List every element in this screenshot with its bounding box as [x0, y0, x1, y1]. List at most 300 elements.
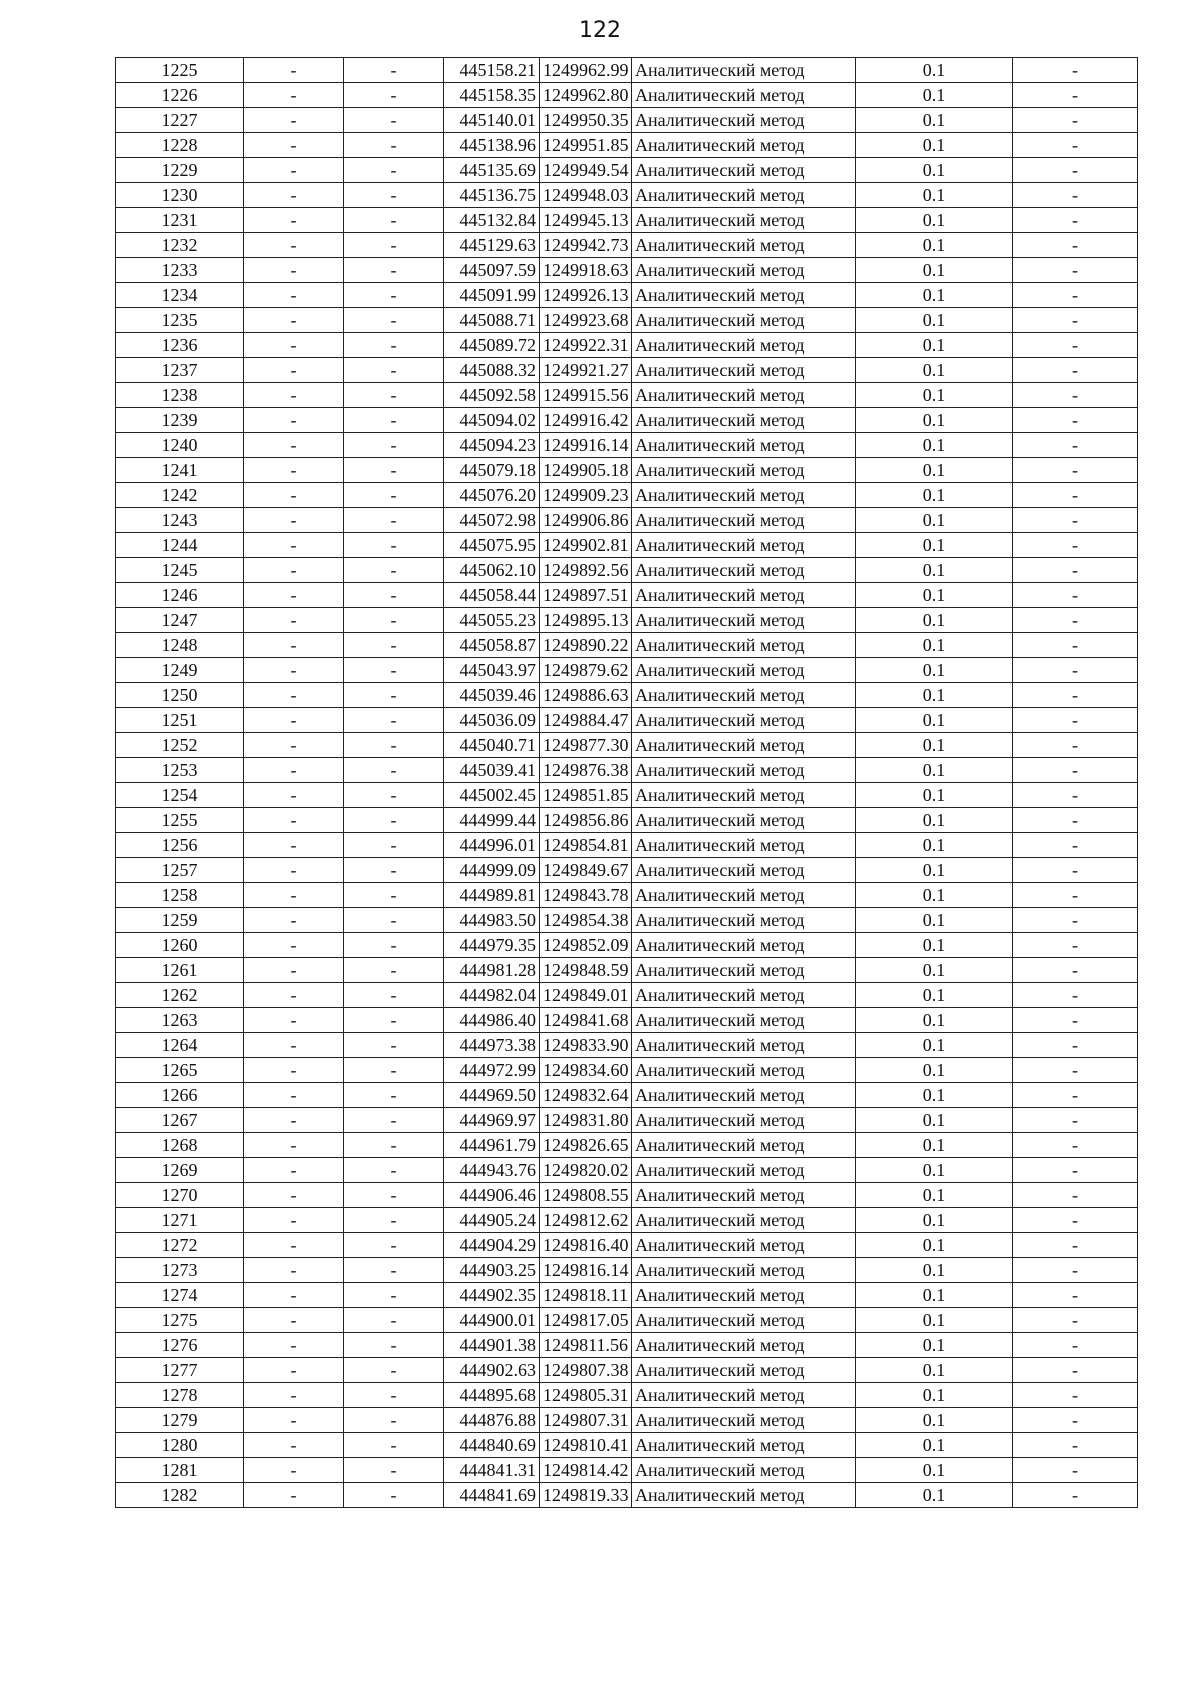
y-coordinate-cell: 1249832.64: [540, 1083, 632, 1108]
y-coordinate-cell: 1249962.80: [540, 83, 632, 108]
y-coordinate-cell: 1249921.27: [540, 358, 632, 383]
method-cell: Аналитический метод: [632, 1483, 856, 1508]
method-cell: Аналитический метод: [632, 1383, 856, 1408]
empty-value-cell: -: [344, 958, 444, 983]
y-coordinate-cell: 1249890.22: [540, 633, 632, 658]
y-coordinate-cell: 1249951.85: [540, 133, 632, 158]
empty-value-cell: -: [1013, 508, 1138, 533]
empty-value-cell: -: [1013, 883, 1138, 908]
table-row: [116, 958, 1138, 983]
method-cell: Аналитический метод: [632, 183, 856, 208]
empty-value-cell: -: [1013, 1358, 1138, 1383]
method-cell: Аналитический метод: [632, 408, 856, 433]
point-number-cell: 1255: [116, 808, 244, 833]
empty-value-cell: -: [1013, 258, 1138, 283]
method-cell: Аналитический метод: [632, 933, 856, 958]
point-number-cell: 1271: [116, 1208, 244, 1233]
empty-value-cell: -: [1013, 1033, 1138, 1058]
x-coordinate-cell: 444906.46: [444, 1183, 540, 1208]
table-row: [116, 108, 1138, 133]
point-number-cell: 1242: [116, 483, 244, 508]
point-number-cell: 1234: [116, 283, 244, 308]
y-coordinate-cell: 1249926.13: [540, 283, 632, 308]
empty-value-cell: -: [1013, 533, 1138, 558]
method-cell: Аналитический метод: [632, 1233, 856, 1258]
empty-value-cell: -: [1013, 983, 1138, 1008]
table-row: [116, 1483, 1138, 1508]
empty-value-cell: -: [244, 383, 344, 408]
method-cell: Аналитический метод: [632, 633, 856, 658]
empty-value-cell: -: [1013, 383, 1138, 408]
empty-value-cell: -: [344, 758, 444, 783]
empty-value-cell: -: [1013, 333, 1138, 358]
table-row: [116, 1383, 1138, 1408]
table-row: [116, 1033, 1138, 1058]
empty-value-cell: -: [344, 1133, 444, 1158]
empty-value-cell: -: [1013, 208, 1138, 233]
empty-value-cell: -: [244, 1158, 344, 1183]
point-number-cell: 1267: [116, 1108, 244, 1133]
empty-value-cell: -: [344, 58, 444, 83]
x-coordinate-cell: 444986.40: [444, 1008, 540, 1033]
empty-value-cell: -: [1013, 608, 1138, 633]
method-cell: Аналитический метод: [632, 1058, 856, 1083]
accuracy-cell: 0.1: [856, 558, 1013, 583]
empty-value-cell: -: [244, 1433, 344, 1458]
accuracy-cell: 0.1: [856, 958, 1013, 983]
x-coordinate-cell: 444969.97: [444, 1108, 540, 1133]
empty-value-cell: -: [244, 1458, 344, 1483]
table-row: [116, 1408, 1138, 1433]
table-row: [116, 133, 1138, 158]
empty-value-cell: -: [344, 883, 444, 908]
accuracy-cell: 0.1: [856, 833, 1013, 858]
y-coordinate-cell: 1249962.99: [540, 58, 632, 83]
empty-value-cell: -: [1013, 158, 1138, 183]
empty-value-cell: -: [1013, 1058, 1138, 1083]
accuracy-cell: 0.1: [856, 1008, 1013, 1033]
empty-value-cell: -: [344, 1233, 444, 1258]
x-coordinate-cell: 445079.18: [444, 458, 540, 483]
y-coordinate-cell: 1249849.67: [540, 858, 632, 883]
method-cell: Аналитический метод: [632, 58, 856, 83]
table-row: [116, 858, 1138, 883]
y-coordinate-cell: 1249807.31: [540, 1408, 632, 1433]
empty-value-cell: -: [244, 1108, 344, 1133]
table-row: [116, 683, 1138, 708]
accuracy-cell: 0.1: [856, 108, 1013, 133]
method-cell: Аналитический метод: [632, 358, 856, 383]
point-number-cell: 1254: [116, 783, 244, 808]
y-coordinate-cell: 1249856.86: [540, 808, 632, 833]
point-number-cell: 1244: [116, 533, 244, 558]
x-coordinate-cell: 445002.45: [444, 783, 540, 808]
x-coordinate-cell: 445039.46: [444, 683, 540, 708]
table-row: [116, 883, 1138, 908]
x-coordinate-cell: 445140.01: [444, 108, 540, 133]
empty-value-cell: -: [244, 1258, 344, 1283]
x-coordinate-cell: 444983.50: [444, 908, 540, 933]
empty-value-cell: -: [244, 808, 344, 833]
accuracy-cell: 0.1: [856, 383, 1013, 408]
point-number-cell: 1247: [116, 608, 244, 633]
method-cell: Аналитический метод: [632, 758, 856, 783]
table-body: [116, 58, 1138, 1508]
x-coordinate-cell: 444996.01: [444, 833, 540, 858]
empty-value-cell: -: [244, 308, 344, 333]
point-number-cell: 1282: [116, 1483, 244, 1508]
empty-value-cell: -: [1013, 1133, 1138, 1158]
point-number-cell: 1232: [116, 233, 244, 258]
empty-value-cell: -: [244, 508, 344, 533]
point-number-cell: 1250: [116, 683, 244, 708]
empty-value-cell: -: [344, 1058, 444, 1083]
accuracy-cell: 0.1: [856, 158, 1013, 183]
point-number-cell: 1279: [116, 1408, 244, 1433]
empty-value-cell: -: [244, 608, 344, 633]
point-number-cell: 1227: [116, 108, 244, 133]
empty-value-cell: -: [344, 258, 444, 283]
empty-value-cell: -: [1013, 858, 1138, 883]
table-row: [116, 433, 1138, 458]
x-coordinate-cell: 445136.75: [444, 183, 540, 208]
point-number-cell: 1266: [116, 1083, 244, 1108]
table-row: [116, 1233, 1138, 1258]
accuracy-cell: 0.1: [856, 1483, 1013, 1508]
y-coordinate-cell: 1249945.13: [540, 208, 632, 233]
table-row: [116, 1458, 1138, 1483]
table-row: [116, 208, 1138, 233]
x-coordinate-cell: 445129.63: [444, 233, 540, 258]
empty-value-cell: -: [244, 208, 344, 233]
point-number-cell: 1243: [116, 508, 244, 533]
y-coordinate-cell: 1249820.02: [540, 1158, 632, 1183]
y-coordinate-cell: 1249902.81: [540, 533, 632, 558]
empty-value-cell: -: [344, 1083, 444, 1108]
accuracy-cell: 0.1: [856, 983, 1013, 1008]
empty-value-cell: -: [1013, 408, 1138, 433]
point-number-cell: 1226: [116, 83, 244, 108]
y-coordinate-cell: 1249811.56: [540, 1333, 632, 1358]
table-row: [116, 483, 1138, 508]
empty-value-cell: -: [244, 933, 344, 958]
empty-value-cell: -: [244, 408, 344, 433]
method-cell: Аналитический метод: [632, 558, 856, 583]
empty-value-cell: -: [244, 658, 344, 683]
empty-value-cell: -: [244, 533, 344, 558]
y-coordinate-cell: 1249877.30: [540, 733, 632, 758]
accuracy-cell: 0.1: [856, 1458, 1013, 1483]
x-coordinate-cell: 444903.25: [444, 1258, 540, 1283]
empty-value-cell: -: [344, 1433, 444, 1458]
empty-value-cell: -: [344, 558, 444, 583]
empty-value-cell: -: [344, 1383, 444, 1408]
y-coordinate-cell: 1249897.51: [540, 583, 632, 608]
table-row: [116, 158, 1138, 183]
accuracy-cell: 0.1: [856, 183, 1013, 208]
point-number-cell: 1257: [116, 858, 244, 883]
empty-value-cell: -: [1013, 833, 1138, 858]
table-row: [116, 1358, 1138, 1383]
x-coordinate-cell: 445075.95: [444, 533, 540, 558]
accuracy-cell: 0.1: [856, 208, 1013, 233]
empty-value-cell: -: [1013, 283, 1138, 308]
empty-value-cell: -: [1013, 758, 1138, 783]
method-cell: Аналитический метод: [632, 433, 856, 458]
x-coordinate-cell: 445138.96: [444, 133, 540, 158]
x-coordinate-cell: 445092.58: [444, 383, 540, 408]
empty-value-cell: -: [244, 333, 344, 358]
point-number-cell: 1241: [116, 458, 244, 483]
empty-value-cell: -: [244, 1058, 344, 1083]
x-coordinate-cell: 445039.41: [444, 758, 540, 783]
x-coordinate-cell: 444876.88: [444, 1408, 540, 1433]
method-cell: Аналитический метод: [632, 833, 856, 858]
accuracy-cell: 0.1: [856, 858, 1013, 883]
empty-value-cell: -: [1013, 1233, 1138, 1258]
accuracy-cell: 0.1: [856, 358, 1013, 383]
empty-value-cell: -: [344, 1283, 444, 1308]
x-coordinate-cell: 444999.44: [444, 808, 540, 833]
x-coordinate-cell: 444840.69: [444, 1433, 540, 1458]
empty-value-cell: -: [244, 758, 344, 783]
x-coordinate-cell: 445036.09: [444, 708, 540, 733]
accuracy-cell: 0.1: [856, 408, 1013, 433]
point-number-cell: 1277: [116, 1358, 244, 1383]
accuracy-cell: 0.1: [856, 308, 1013, 333]
empty-value-cell: -: [1013, 558, 1138, 583]
accuracy-cell: 0.1: [856, 1033, 1013, 1058]
x-coordinate-cell: 444905.24: [444, 1208, 540, 1233]
y-coordinate-cell: 1249851.85: [540, 783, 632, 808]
method-cell: Аналитический метод: [632, 258, 856, 283]
empty-value-cell: -: [244, 858, 344, 883]
table-row: [116, 83, 1138, 108]
empty-value-cell: -: [344, 633, 444, 658]
point-number-cell: 1235: [116, 308, 244, 333]
y-coordinate-cell: 1249854.81: [540, 833, 632, 858]
empty-value-cell: -: [244, 433, 344, 458]
empty-value-cell: -: [1013, 708, 1138, 733]
point-number-cell: 1274: [116, 1283, 244, 1308]
empty-value-cell: -: [244, 108, 344, 133]
empty-value-cell: -: [344, 133, 444, 158]
y-coordinate-cell: 1249841.68: [540, 1008, 632, 1033]
x-coordinate-cell: 445088.32: [444, 358, 540, 383]
table-row: [116, 333, 1138, 358]
empty-value-cell: -: [1013, 958, 1138, 983]
y-coordinate-cell: 1249909.23: [540, 483, 632, 508]
empty-value-cell: -: [244, 1208, 344, 1233]
point-number-cell: 1278: [116, 1383, 244, 1408]
accuracy-cell: 0.1: [856, 1233, 1013, 1258]
empty-value-cell: -: [244, 1133, 344, 1158]
empty-value-cell: -: [244, 1033, 344, 1058]
table-row: [116, 1333, 1138, 1358]
y-coordinate-cell: 1249876.38: [540, 758, 632, 783]
x-coordinate-cell: 444943.76: [444, 1158, 540, 1183]
point-number-cell: 1273: [116, 1258, 244, 1283]
accuracy-cell: 0.1: [856, 933, 1013, 958]
table-row: [116, 1258, 1138, 1283]
table-row: [116, 708, 1138, 733]
empty-value-cell: -: [244, 183, 344, 208]
method-cell: Аналитический метод: [632, 1458, 856, 1483]
y-coordinate-cell: 1249817.05: [540, 1308, 632, 1333]
method-cell: Аналитический метод: [632, 508, 856, 533]
point-number-cell: 1225: [116, 58, 244, 83]
y-coordinate-cell: 1249923.68: [540, 308, 632, 333]
y-coordinate-cell: 1249854.38: [540, 908, 632, 933]
method-cell: Аналитический метод: [632, 583, 856, 608]
table-row: [116, 1183, 1138, 1208]
accuracy-cell: 0.1: [856, 733, 1013, 758]
empty-value-cell: -: [1013, 1008, 1138, 1033]
empty-value-cell: -: [244, 458, 344, 483]
empty-value-cell: -: [1013, 658, 1138, 683]
y-coordinate-cell: 1249886.63: [540, 683, 632, 708]
accuracy-cell: 0.1: [856, 533, 1013, 558]
y-coordinate-cell: 1249916.14: [540, 433, 632, 458]
method-cell: Аналитический метод: [632, 483, 856, 508]
point-number-cell: 1238: [116, 383, 244, 408]
empty-value-cell: -: [344, 808, 444, 833]
method-cell: Аналитический метод: [632, 1283, 856, 1308]
empty-value-cell: -: [244, 483, 344, 508]
method-cell: Аналитический метод: [632, 658, 856, 683]
y-coordinate-cell: 1249918.63: [540, 258, 632, 283]
table-row: [116, 308, 1138, 333]
x-coordinate-cell: 445094.02: [444, 408, 540, 433]
point-number-cell: 1270: [116, 1183, 244, 1208]
empty-value-cell: -: [344, 1333, 444, 1358]
x-coordinate-cell: 445135.69: [444, 158, 540, 183]
empty-value-cell: -: [244, 133, 344, 158]
x-coordinate-cell: 445043.97: [444, 658, 540, 683]
empty-value-cell: -: [244, 258, 344, 283]
method-cell: Аналитический метод: [632, 308, 856, 333]
empty-value-cell: -: [344, 858, 444, 883]
y-coordinate-cell: 1249848.59: [540, 958, 632, 983]
empty-value-cell: -: [344, 708, 444, 733]
empty-value-cell: -: [244, 1008, 344, 1033]
x-coordinate-cell: 444961.79: [444, 1133, 540, 1158]
point-number-cell: 1228: [116, 133, 244, 158]
table-row: [116, 633, 1138, 658]
y-coordinate-cell: 1249905.18: [540, 458, 632, 483]
empty-value-cell: -: [344, 283, 444, 308]
page-number: 122: [579, 18, 621, 43]
point-number-cell: 1258: [116, 883, 244, 908]
accuracy-cell: 0.1: [856, 133, 1013, 158]
accuracy-cell: 0.1: [856, 458, 1013, 483]
x-coordinate-cell: 444902.35: [444, 1283, 540, 1308]
empty-value-cell: -: [344, 1033, 444, 1058]
method-cell: Аналитический метод: [632, 1433, 856, 1458]
point-number-cell: 1251: [116, 708, 244, 733]
table-row: [116, 558, 1138, 583]
point-number-cell: 1262: [116, 983, 244, 1008]
accuracy-cell: 0.1: [856, 633, 1013, 658]
y-coordinate-cell: 1249948.03: [540, 183, 632, 208]
empty-value-cell: -: [344, 233, 444, 258]
empty-value-cell: -: [344, 1358, 444, 1383]
method-cell: Аналитический метод: [632, 333, 856, 358]
empty-value-cell: -: [1013, 58, 1138, 83]
x-coordinate-cell: 444895.68: [444, 1383, 540, 1408]
x-coordinate-cell: 445062.10: [444, 558, 540, 583]
method-cell: Аналитический метод: [632, 1183, 856, 1208]
empty-value-cell: -: [1013, 83, 1138, 108]
method-cell: Аналитический метод: [632, 858, 856, 883]
empty-value-cell: -: [344, 783, 444, 808]
y-coordinate-cell: 1249906.86: [540, 508, 632, 533]
table-row: [116, 583, 1138, 608]
accuracy-cell: 0.1: [856, 1308, 1013, 1333]
empty-value-cell: -: [1013, 308, 1138, 333]
point-number-cell: 1260: [116, 933, 244, 958]
empty-value-cell: -: [244, 683, 344, 708]
method-cell: Аналитический метод: [632, 233, 856, 258]
empty-value-cell: -: [344, 833, 444, 858]
table-row: [116, 1058, 1138, 1083]
x-coordinate-cell: 445058.44: [444, 583, 540, 608]
empty-value-cell: -: [1013, 433, 1138, 458]
accuracy-cell: 0.1: [856, 608, 1013, 633]
empty-value-cell: -: [344, 383, 444, 408]
table-row: [116, 1433, 1138, 1458]
x-coordinate-cell: 445055.23: [444, 608, 540, 633]
accuracy-cell: 0.1: [856, 908, 1013, 933]
x-coordinate-cell: 444981.28: [444, 958, 540, 983]
accuracy-cell: 0.1: [856, 508, 1013, 533]
accuracy-cell: 0.1: [856, 1183, 1013, 1208]
empty-value-cell: -: [244, 883, 344, 908]
empty-value-cell: -: [344, 508, 444, 533]
method-cell: Аналитический метод: [632, 1133, 856, 1158]
y-coordinate-cell: 1249895.13: [540, 608, 632, 633]
x-coordinate-cell: 444989.81: [444, 883, 540, 908]
x-coordinate-cell: 445040.71: [444, 733, 540, 758]
empty-value-cell: -: [1013, 1258, 1138, 1283]
point-number-cell: 1268: [116, 1133, 244, 1158]
empty-value-cell: -: [244, 733, 344, 758]
table-row: [116, 383, 1138, 408]
accuracy-cell: 0.1: [856, 783, 1013, 808]
y-coordinate-cell: 1249831.80: [540, 1108, 632, 1133]
empty-value-cell: -: [244, 158, 344, 183]
empty-value-cell: -: [244, 583, 344, 608]
table-row: [116, 983, 1138, 1008]
empty-value-cell: -: [344, 908, 444, 933]
y-coordinate-cell: 1249816.14: [540, 1258, 632, 1283]
point-number-cell: 1265: [116, 1058, 244, 1083]
empty-value-cell: -: [1013, 1433, 1138, 1458]
y-coordinate-cell: 1249949.54: [540, 158, 632, 183]
method-cell: Аналитический метод: [632, 1083, 856, 1108]
x-coordinate-cell: 445132.84: [444, 208, 540, 233]
accuracy-cell: 0.1: [856, 333, 1013, 358]
empty-value-cell: -: [344, 658, 444, 683]
empty-value-cell: -: [1013, 808, 1138, 833]
empty-value-cell: -: [1013, 583, 1138, 608]
empty-value-cell: -: [244, 283, 344, 308]
empty-value-cell: -: [244, 1383, 344, 1408]
y-coordinate-cell: 1249843.78: [540, 883, 632, 908]
method-cell: Аналитический метод: [632, 1033, 856, 1058]
table-row: [116, 408, 1138, 433]
table-row: [116, 358, 1138, 383]
